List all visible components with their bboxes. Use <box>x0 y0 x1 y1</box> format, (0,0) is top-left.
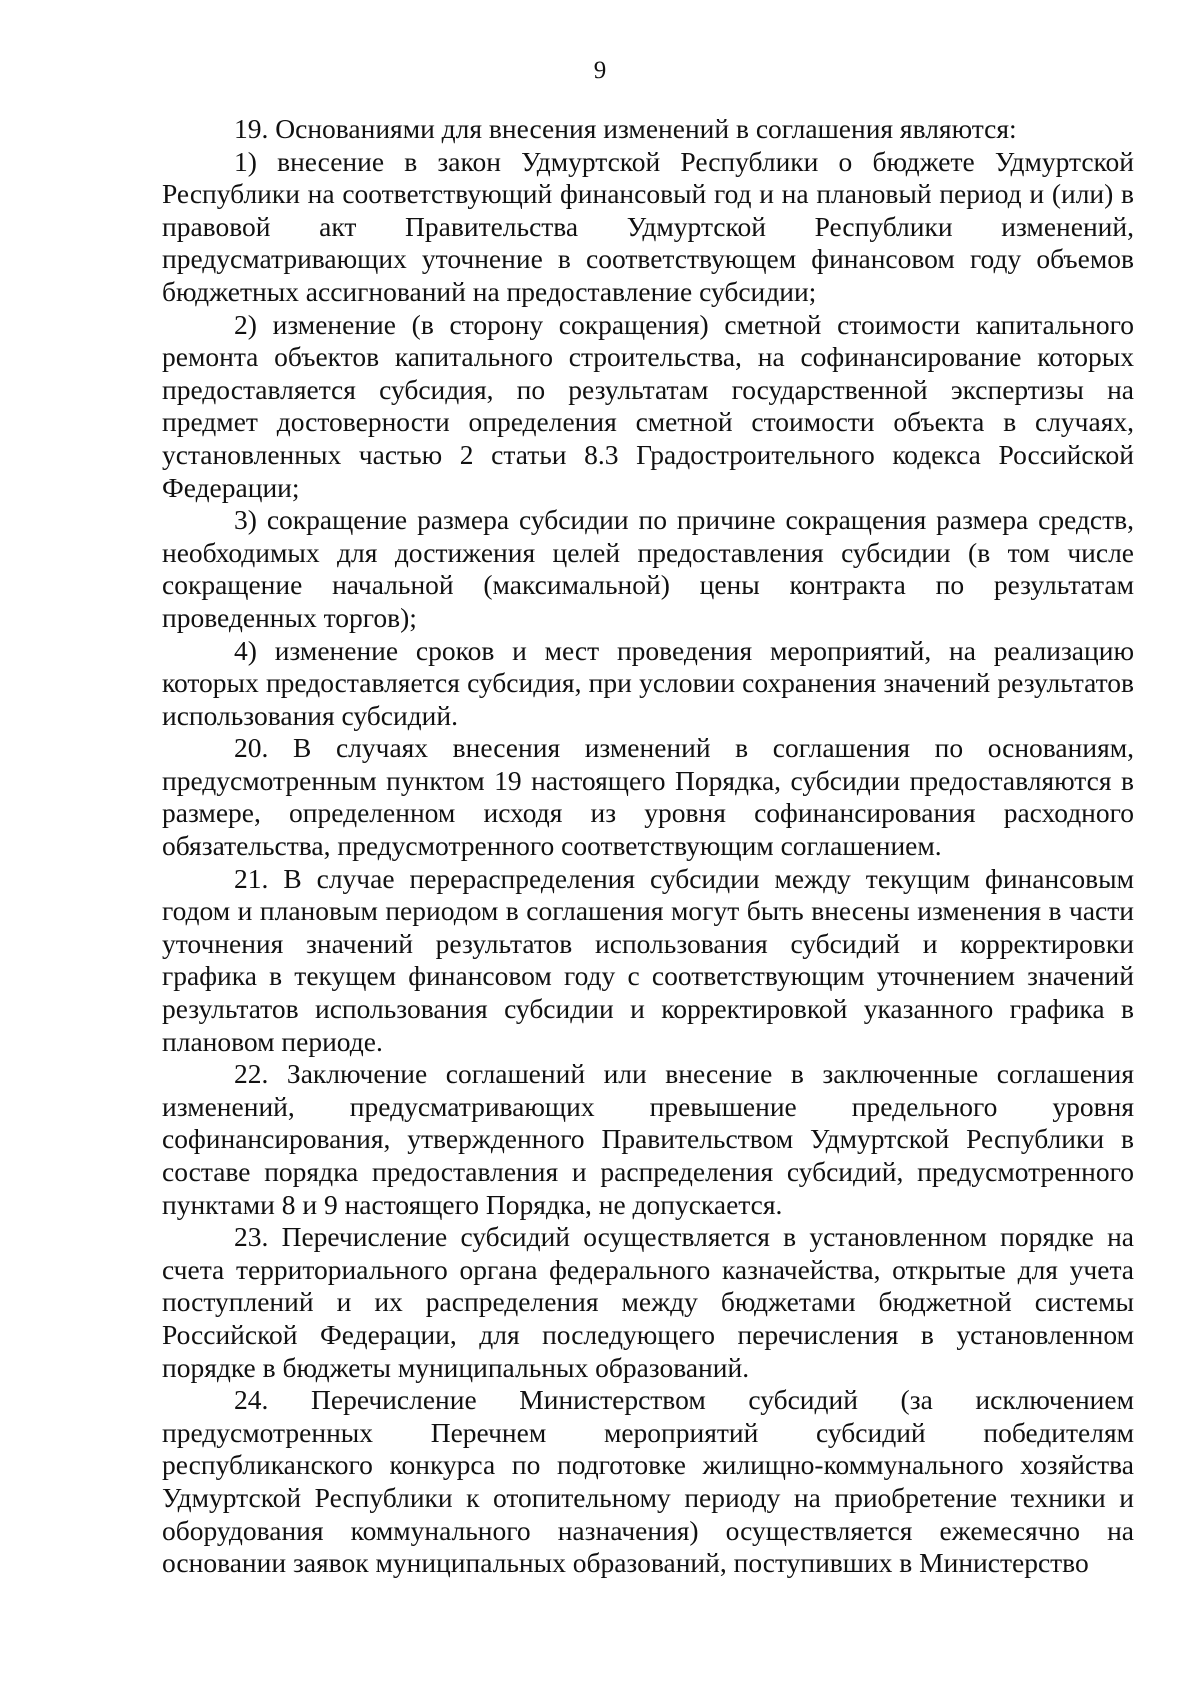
paragraph-22: 22. Заключение соглашений или внесение в заключенные соглашения изменений, предусматривающих превышение предельного уровня софинансирования, утвержденного Правительством Удмуртской Республики в составе порядка предоставления и распределения субсидий, предусмотренного пунктами 8 и 9 настоящего Порядка, не допускается. <box>162 1058 1134 1220</box>
paragraph-24: 24. Перечисление Министерством субсидий (за исключением предусмотренных Перечнем мероприятий субсидий победителям республиканского конкурса по подготовке жилищно-коммунального хозяйства Удмуртской Республики к отопительному периоду на приобретение техники и оборудования коммунального назначения) осуществляется ежемесячно на основании заявок муниципальных образований, поступивших в Министерство <box>162 1384 1134 1579</box>
paragraph-19-item-1: 1) внесение в закон Удмуртской Республики о бюджете Удмуртской Республики на соответствующий финансовый год и на плановый период и (или) в правовой акт Правительства Удмуртской Республики изменений, предусматривающих уточнение в соответствующем финансовом году объемов бюджетных ассигнований на предоставление субсидии; <box>162 145 1134 307</box>
paragraph-20: 20. В случаях внесения изменений в соглашения по основаниям, предусмотренным пунктом 19 настоящего Порядка, субсидии предоставляются в размере, определенном исходя из уровня софинансирования расходного обязательства, предусмотренного соответствующим соглашением. <box>162 732 1134 862</box>
paragraph-19: 19. Основаниями для внесения изменений в соглашения являются: <box>234 113 1017 144</box>
paragraph-19-item-4: 4) изменение сроков и мест проведения мероприятий, на реализацию которых предоставляется субсидия, при условии сохранения значений результатов использования субсидий. <box>162 634 1134 731</box>
paragraph-19-item-3: 3) сокращение размера субсидии по причине сокращения размера средств, необходимых для достижения целей предоставления субсидии (в том числе сокращение начальной (максимальной) цены контракта по результатам проведенных торгов); <box>162 504 1134 633</box>
page-number: 9 <box>593 57 607 84</box>
paragraph-23: 23. Перечисление субсидий осуществляется в установленном порядке на счета территориального органа федерального казначейства, открытые для учета поступлений и их распределения между бюджетами бюджетной системы Российской Федерации, для последующего перечисления в установленном порядке в бюджеты муниципальных образований. <box>162 1221 1134 1383</box>
paragraph-21: 21. В случае перераспределения субсидии между текущим финансовым годом и плановым периодом в соглашения могут быть внесены изменения в части уточнения значений результатов использования субсидий и корректировки графика в текущем финансовом году с соответствующим уточнением значений результатов использования субсидии и корректировкой указанного графика в плановом периоде. <box>162 862 1134 1057</box>
paragraph-19-item-2: 2) изменение (в сторону сокращения) сметной стоимости капитального ремонта объектов капитального строительства, на софинансирование которых предоставляется субсидия, по результатам государственной экспертизы на предмет достоверности определения сметной стоимости объекта в случаях, установленных частью 2 статьи 8.3 Градостроительного кодекса Российской Федерации; <box>162 308 1134 503</box>
document-body <box>162 113 1134 1580</box>
